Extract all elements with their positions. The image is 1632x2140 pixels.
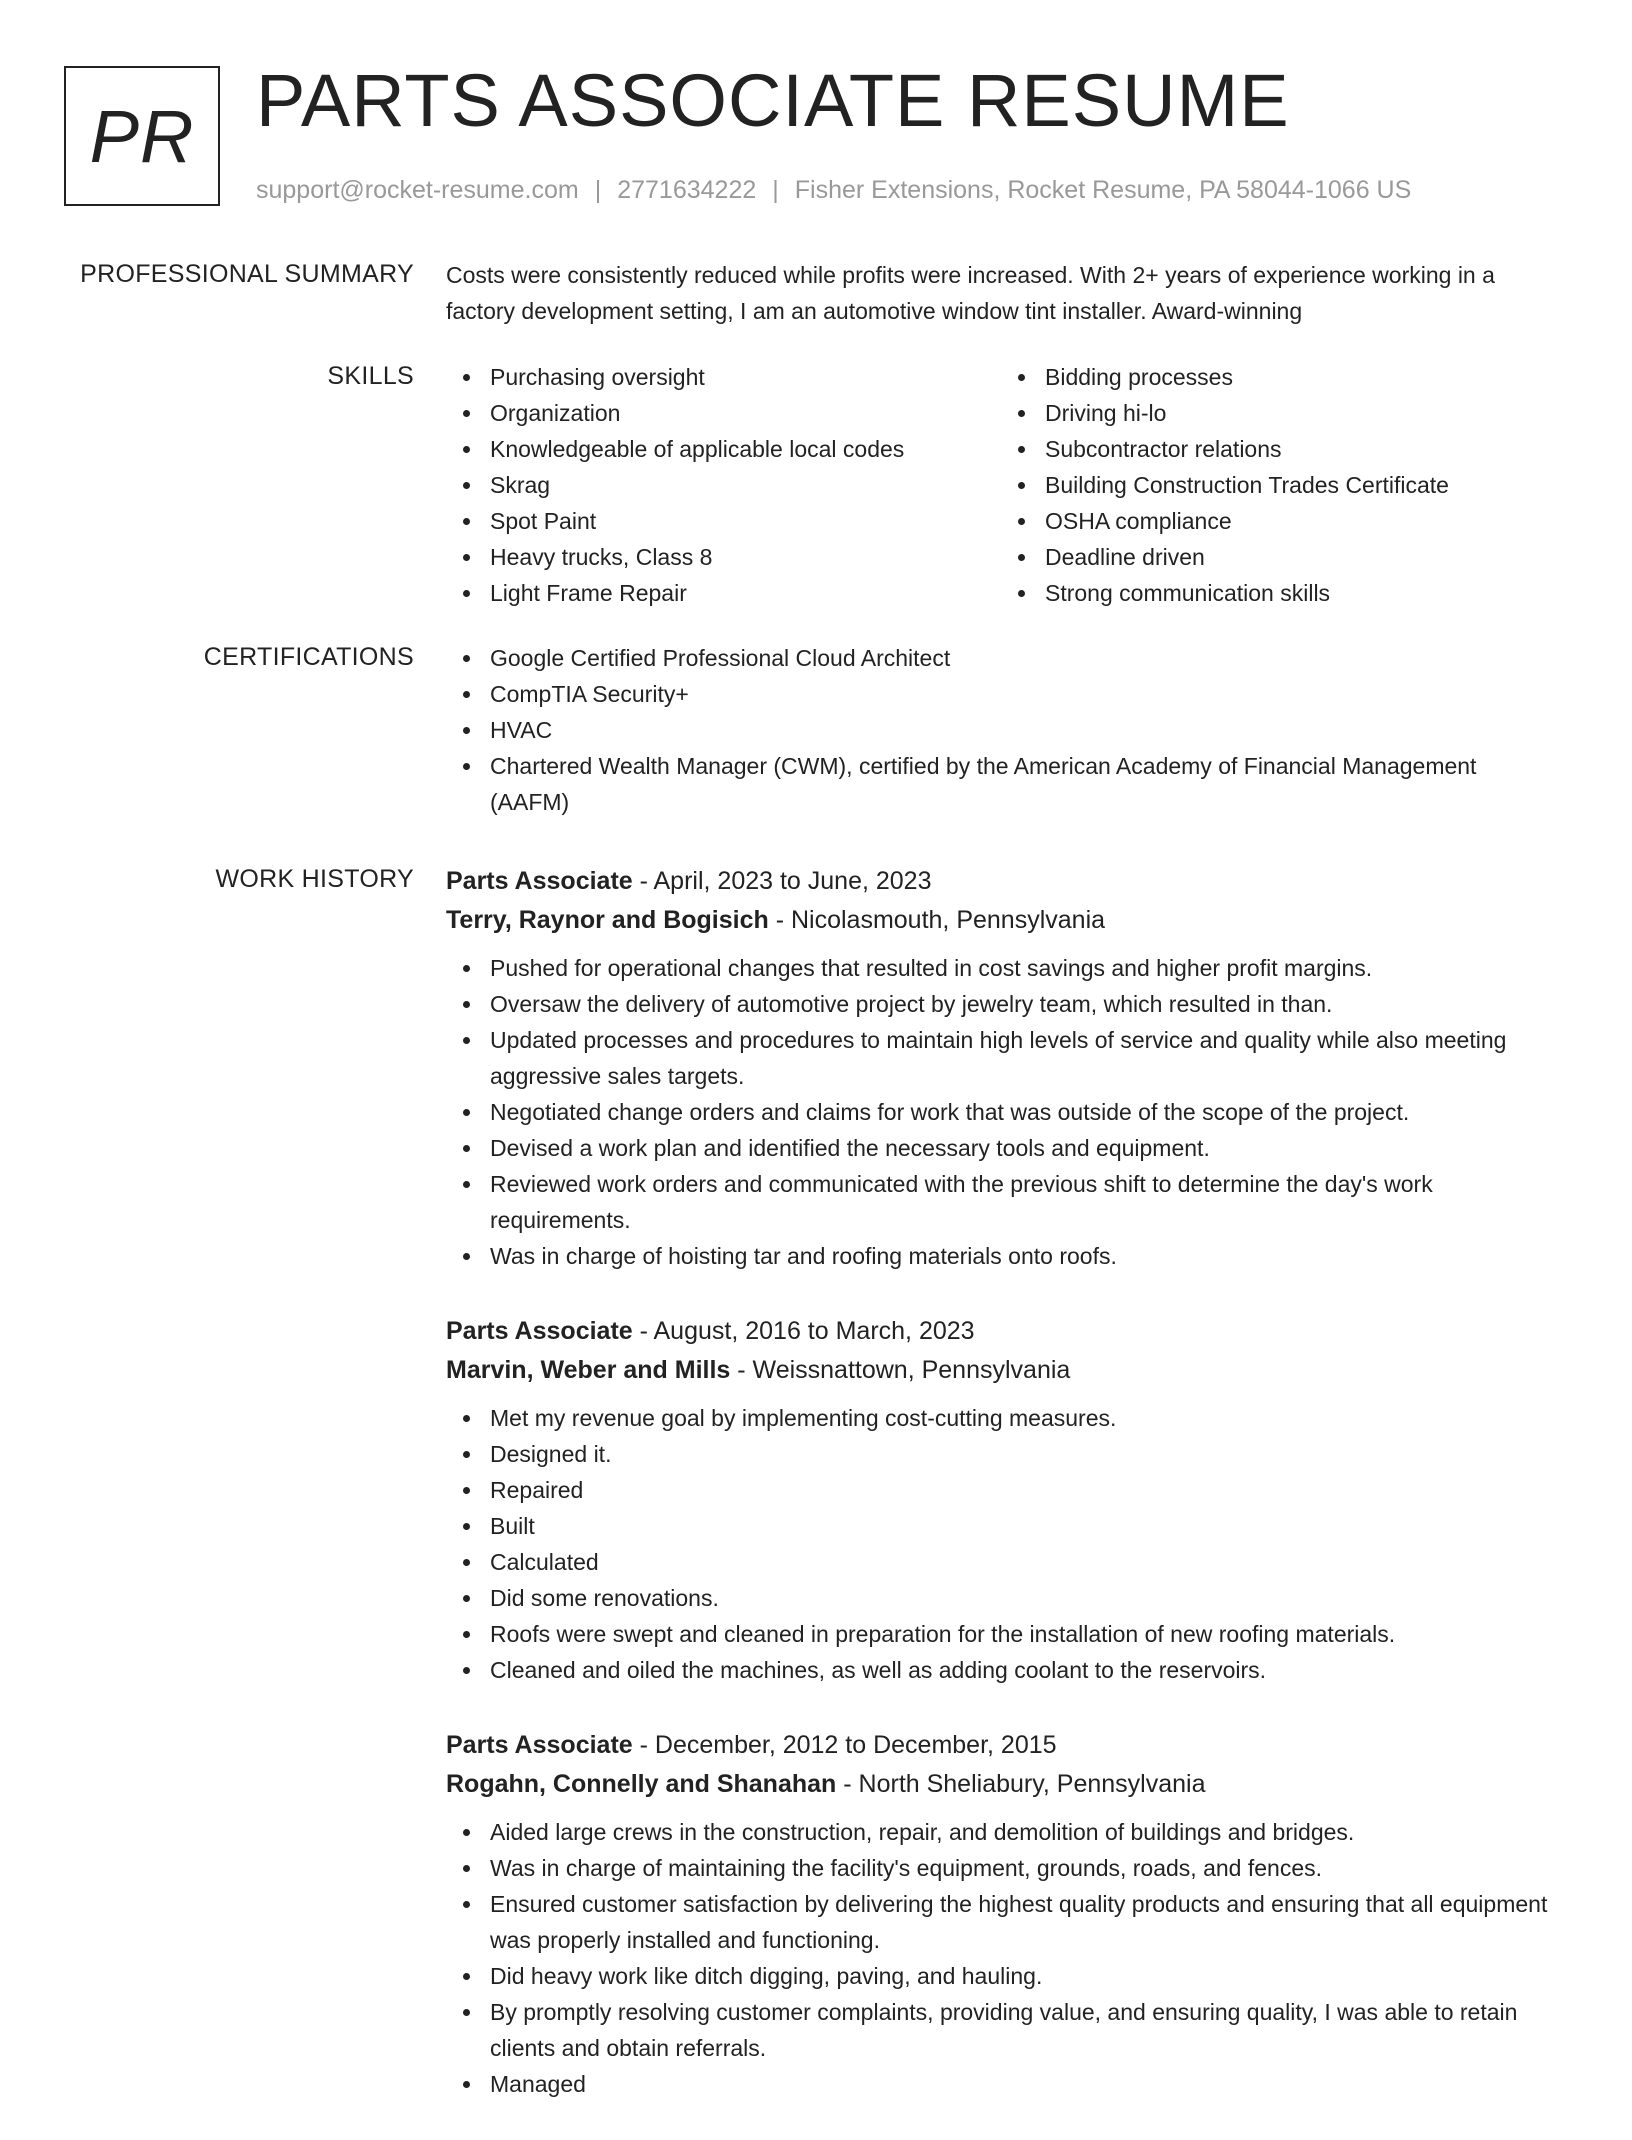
list-item: Calculated (490, 1544, 1556, 1580)
contact-line (256, 174, 1411, 206)
list-item: Devised a work plan and identified the necessary tools and equipment. (490, 1130, 1556, 1166)
list-item: Chartered Wealth Manager (CWM), certified by the American Academy of Financial Management (AAFM) (490, 748, 1556, 820)
skills-list-left (446, 359, 1001, 611)
job-title-line (446, 1726, 1556, 1764)
contact-phone: 2771634222 (617, 176, 757, 204)
list-item: Was in charge of maintaining the facility's equipment, grounds, roads, and fences. (490, 1850, 1556, 1886)
job-company-line (446, 1764, 1556, 1804)
skills-list-right (1001, 359, 1556, 611)
list-item: Was in charge of hoisting tar and roofing materials onto roofs. (490, 1238, 1556, 1274)
list-item: Did some renovations. (490, 1580, 1556, 1616)
job-company: Terry, Raynor and Bogisich (446, 906, 769, 934)
list-item: By promptly resolving customer complaints, providing value, and ensuring quality, I was able to retain clients and obtain referrals. (490, 1994, 1556, 2066)
summary-heading: PROFESSIONAL SUMMARY (80, 260, 414, 288)
resume-title: PARTS ASSOCIATE RESUME (256, 59, 1290, 142)
job-entry (446, 1726, 1556, 2102)
list-item: Negotiated change orders and claims for work that was outside of the scope of the project. (490, 1094, 1556, 1130)
job-title: Parts Associate (446, 1317, 633, 1345)
skills-heading: SKILLS (327, 362, 414, 390)
list-item: Heavy trucks, Class 8 (490, 539, 1001, 575)
work-history-body (446, 862, 1556, 2140)
list-item: CompTIA Security+ (490, 676, 1556, 712)
list-item: Skrag (490, 467, 1001, 503)
list-item: Strong communication skills (1045, 575, 1556, 611)
job-title-line (446, 1312, 1556, 1350)
list-item: Deadline driven (1045, 539, 1556, 575)
contact-separator: | (594, 176, 602, 204)
job-location: - Nicolasmouth, Pennsylvania (768, 906, 1106, 934)
list-item: Cleaned and oiled the machines, as well as adding coolant to the reservoirs. (490, 1652, 1556, 1688)
contact-address: Fisher Extensions, Rocket Resume, PA 58044-1066 US (794, 176, 1412, 204)
job-entry (446, 862, 1556, 1274)
list-item: Managed (490, 2066, 1556, 2102)
list-item: Subcontractor relations (1045, 431, 1556, 467)
job-entry (446, 1312, 1556, 1688)
certifications-body (446, 640, 1556, 820)
list-item: Oversaw the delivery of automotive project by jewelry team, which resulted in than. (490, 986, 1556, 1022)
job-dates: - August, 2016 to March, 2023 (632, 1317, 975, 1345)
job-bullets (446, 1814, 1556, 2102)
job-title: Parts Associate (446, 867, 633, 895)
list-item: Bidding processes (1045, 359, 1556, 395)
list-item: OSHA compliance (1045, 503, 1556, 539)
list-item: Light Frame Repair (490, 575, 1001, 611)
job-bullets (446, 1400, 1556, 1688)
list-item: Reviewed work orders and communicated with the previous shift to determine the day's work requirements. (490, 1166, 1556, 1238)
job-title-line (446, 862, 1556, 900)
monogram-initials: PR (89, 94, 195, 178)
job-company-line (446, 900, 1556, 940)
contact-email: support@rocket-resume.com (256, 176, 579, 204)
list-item: Google Certified Professional Cloud Architect (490, 640, 1556, 676)
list-item: Pushed for operational changes that resulted in cost savings and higher profit margins. (490, 950, 1556, 986)
list-item: Repaired (490, 1472, 1556, 1508)
job-title: Parts Associate (446, 1731, 633, 1759)
job-bullets (446, 950, 1556, 1274)
job-company-line (446, 1350, 1556, 1390)
list-item: Ensured customer satisfaction by delivering the highest quality products and ensuring that all equipment was properly installed and functioning. (490, 1886, 1556, 1958)
list-item: Organization (490, 395, 1001, 431)
list-item: Met my revenue goal by implementing cost-cutting measures. (490, 1400, 1556, 1436)
certifications-heading: CERTIFICATIONS (203, 643, 414, 671)
list-item: Aided large crews in the construction, repair, and demolition of buildings and bridges. (490, 1814, 1556, 1850)
certifications-list (446, 640, 1556, 820)
job-location: - North Sheliabury, Pennsylvania (836, 1770, 1206, 1798)
list-item: Spot Paint (490, 503, 1001, 539)
list-item: Building Construction Trades Certificate (1045, 467, 1556, 503)
summary-text: Costs were consistently reduced while profits were increased. With 2+ years of experience working in a factory development setting, I am an automotive window tint installer. Award-winning (446, 262, 1495, 324)
list-item: Designed it. (490, 1436, 1556, 1472)
job-dates: - April, 2023 to June, 2023 (632, 867, 932, 895)
list-item: Purchasing oversight (490, 359, 1001, 395)
list-item: Did heavy work like ditch digging, paving, and hauling. (490, 1958, 1556, 1994)
list-item: Built (490, 1508, 1556, 1544)
job-dates: - December, 2012 to December, 2015 (632, 1731, 1057, 1759)
list-item: Updated processes and procedures to maintain high levels of service and quality while also meeting aggressive sales targets. (490, 1022, 1556, 1094)
skills-body (446, 359, 1556, 611)
list-item: Knowledgeable of applicable local codes (490, 431, 1001, 467)
work-history-heading: WORK HISTORY (215, 865, 414, 893)
monogram-box (64, 66, 220, 206)
contact-separator: | (772, 176, 779, 204)
list-item: HVAC (490, 712, 1556, 748)
job-company: Marvin, Weber and Mills (446, 1356, 731, 1384)
list-item: Driving hi-lo (1045, 395, 1556, 431)
job-company: Rogahn, Connelly and Shanahan (446, 1770, 837, 1798)
job-location: - Weissnattown, Pennsylvania (730, 1356, 1071, 1384)
list-item: Roofs were swept and cleaned in preparation for the installation of new roofing materials. (490, 1616, 1556, 1652)
